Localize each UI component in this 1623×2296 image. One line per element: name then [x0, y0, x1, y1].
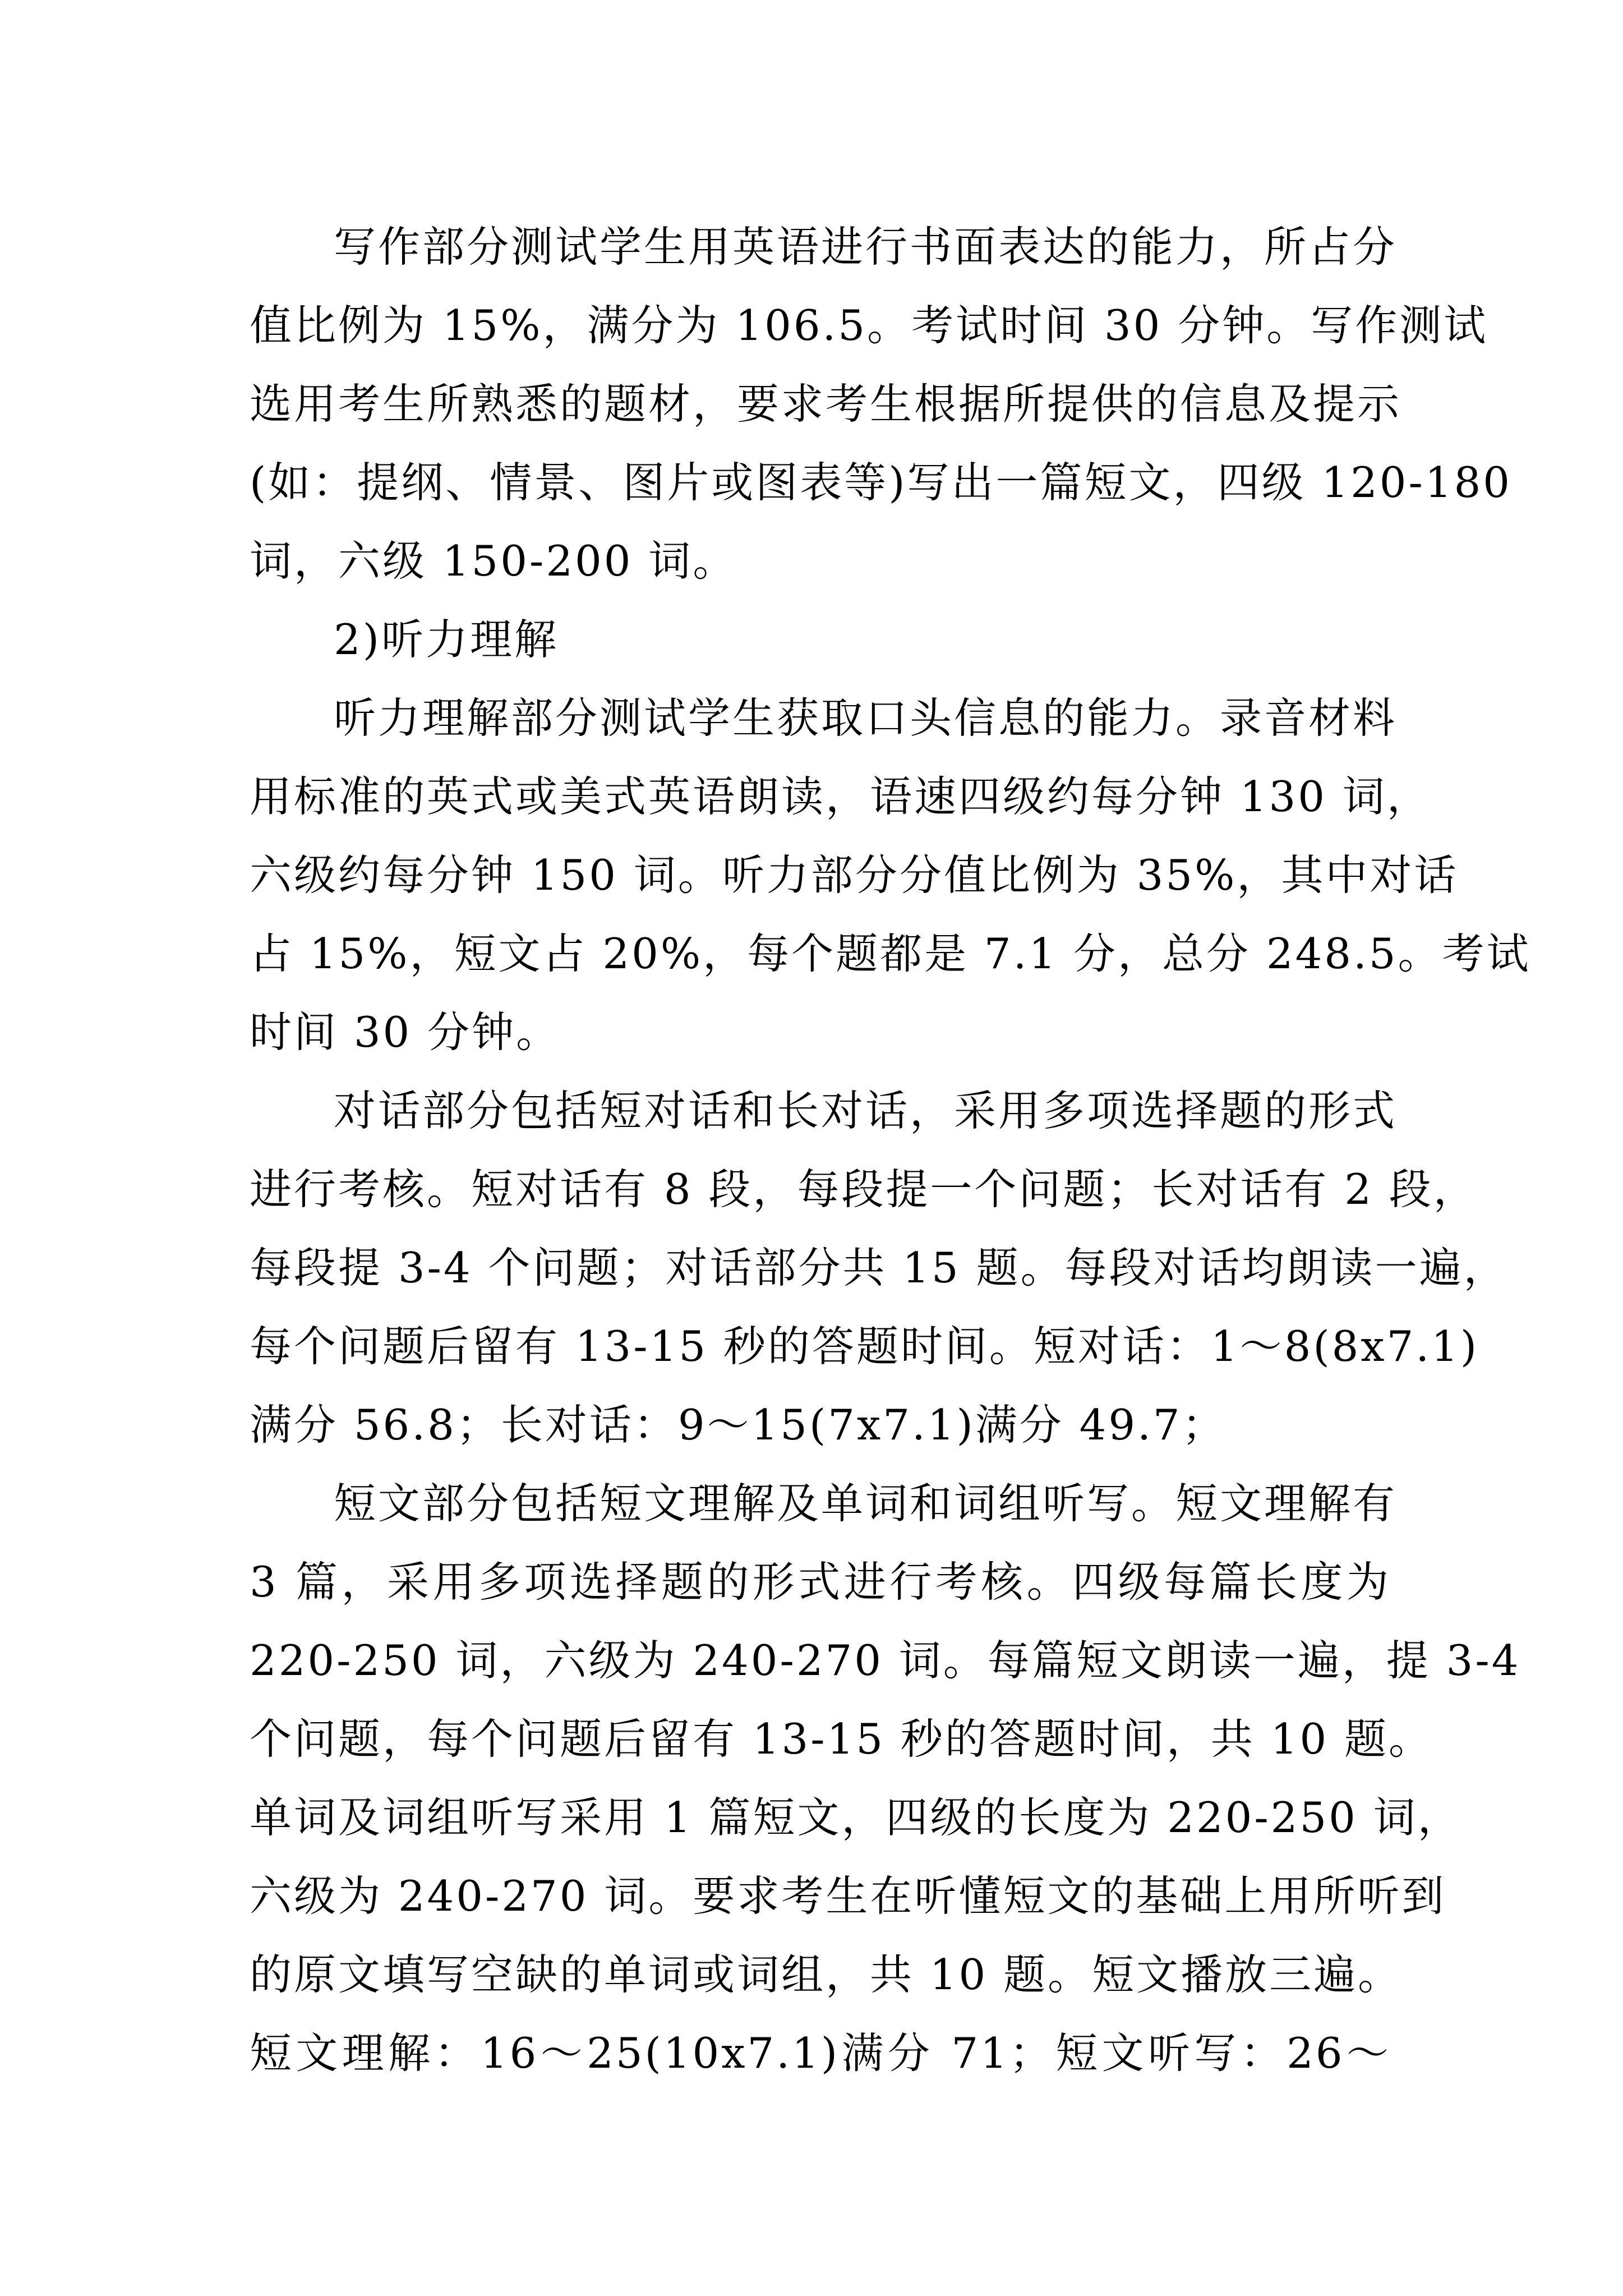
text-line: 3 篇，采用多项选择题的形式进行考核。四级每篇长度为 — [250, 1557, 1391, 1607]
text-line: (如：提纲、情景、图片或图表等)写出一篇短文，四级 120-180 — [250, 458, 1513, 507]
text-line: 听力理解部分测试学生获取口头信息的能力。录音材料 — [334, 693, 1398, 743]
text-line: 值比例为 15%，满分为 106.5。考试时间 30 分钟。写作测试 — [250, 301, 1488, 350]
text-line: 每段提 3-4 个问题；对话部分共 15 题。每段对话均朗读一遍， — [250, 1243, 1508, 1292]
text-line: 每个问题后留有 13-15 秒的答题时间。短对话：1～8(8x7.1) — [250, 1322, 1479, 1371]
text-line: 的原文填写空缺的单词或词组，共 10 题。短文播放三遍。 — [250, 1950, 1403, 1999]
text-line: 个问题，每个问题后留有 13-15 秒的答题时间，共 10 题。 — [250, 1714, 1433, 1764]
text-line: 短文理解：16～25(10x7.1)满分 71；短文听写：26～ — [250, 2028, 1391, 2078]
text-line: 用标准的英式或美式英语朗读，语速四级约每分钟 130 词， — [250, 772, 1431, 821]
text-line: 进行考核。短对话有 8 段，每段提一个问题；长对话有 2 段， — [250, 1165, 1478, 1214]
text-line: 六级为 240-270 词。要求考生在听懂短文的基础上用所听到 — [250, 1871, 1446, 1921]
text-line: 六级约每分钟 150 词。听力部分分值比例为 35%，其中对话 — [250, 850, 1459, 900]
text-line: 选用考生所熟悉的题材，要求考生根据所提供的信息及提示 — [250, 379, 1402, 429]
text-line: 占 15%，短文占 20%，每个题都是 7.1 分，总分 248.5。考试 — [250, 929, 1531, 978]
text-line: 满分 56.8；长对话：9～15(7x7.1)满分 49.7； — [250, 1400, 1227, 1450]
text-line: 单词及词组听写采用 1 篇短文，四级的长度为 220-250 词， — [250, 1793, 1462, 1842]
text-line: 词，六级 150-200 词。 — [250, 536, 737, 586]
text-line: 220-250 词，六级为 240-270 词。每篇短文朗读一遍，提 3-4 — [250, 1636, 1521, 1685]
text-line: 时间 30 分钟。 — [250, 1007, 561, 1057]
text-line: 短文部分包括短文理解及单词和词组听写。短文理解有 — [334, 1479, 1398, 1528]
section-heading: 2)听力理解 — [334, 615, 559, 664]
text-line: 写作部分测试学生用英语进行书面表达的能力，所占分 — [334, 222, 1398, 272]
text-line: 对话部分包括短对话和长对话，采用多项选择题的形式 — [334, 1086, 1398, 1135]
